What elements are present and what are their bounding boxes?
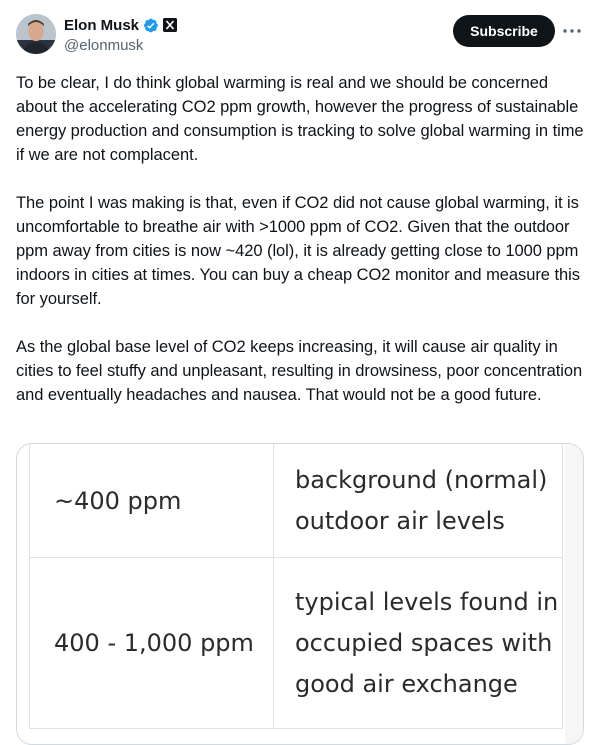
handle[interactable]: @elonmusk [64, 37, 144, 54]
table-cell-level: ~400 ppm [30, 444, 274, 558]
tweet-paragraph: The point I was making is that, even if CO2 did not cause global warming, it is uncomfortable to breathe air with >1000 ppm of CO2. Given that the outdoor ppm away from cities is now ~420 (lol), it is already getting close to 1000 ppm indoors in cities at times. You can buy a cheap CO2 monitor and measure this for yourself. [16, 194, 580, 308]
display-name[interactable]: Elon Musk [64, 16, 140, 34]
tweet-paragraph: As the global base level of CO2 keeps increasing, it will cause air quality in cities to feel stuffy and unpleasant, resulting in drowsiness, poor concentration and eventually headaches and nausea. That would not be a good future. [16, 338, 583, 404]
author-identity [64, 15, 177, 54]
table-cell-level: 400 - 1,000 ppm [30, 558, 274, 729]
verified-badge-icon[interactable] [142, 17, 159, 34]
table-row [30, 444, 563, 558]
co2-levels-table [29, 444, 563, 729]
subscribe-button[interactable]: Subscribe [453, 15, 555, 47]
table-row [30, 558, 563, 729]
tweet-paragraph: To be clear, I do think global warming is real and we should be concerned about the accelerating CO2 ppm growth, however the progress of sustainable energy production and consumption is tracking to solve global warming in time if we are not complacent. [16, 74, 584, 164]
avatar[interactable] [16, 14, 56, 54]
more-icon[interactable] [561, 20, 583, 42]
tweet-header [16, 14, 584, 58]
media-image[interactable] [16, 443, 584, 745]
name-row [64, 15, 177, 35]
x-affiliate-icon[interactable] [163, 18, 177, 32]
table-cell-description: typical levels found in occupied spaces with good air exchange [274, 558, 563, 729]
table-cell-description: background (normal) outdoor air levels [274, 444, 563, 558]
tweet-text [16, 71, 588, 431]
image-edge [565, 444, 583, 744]
